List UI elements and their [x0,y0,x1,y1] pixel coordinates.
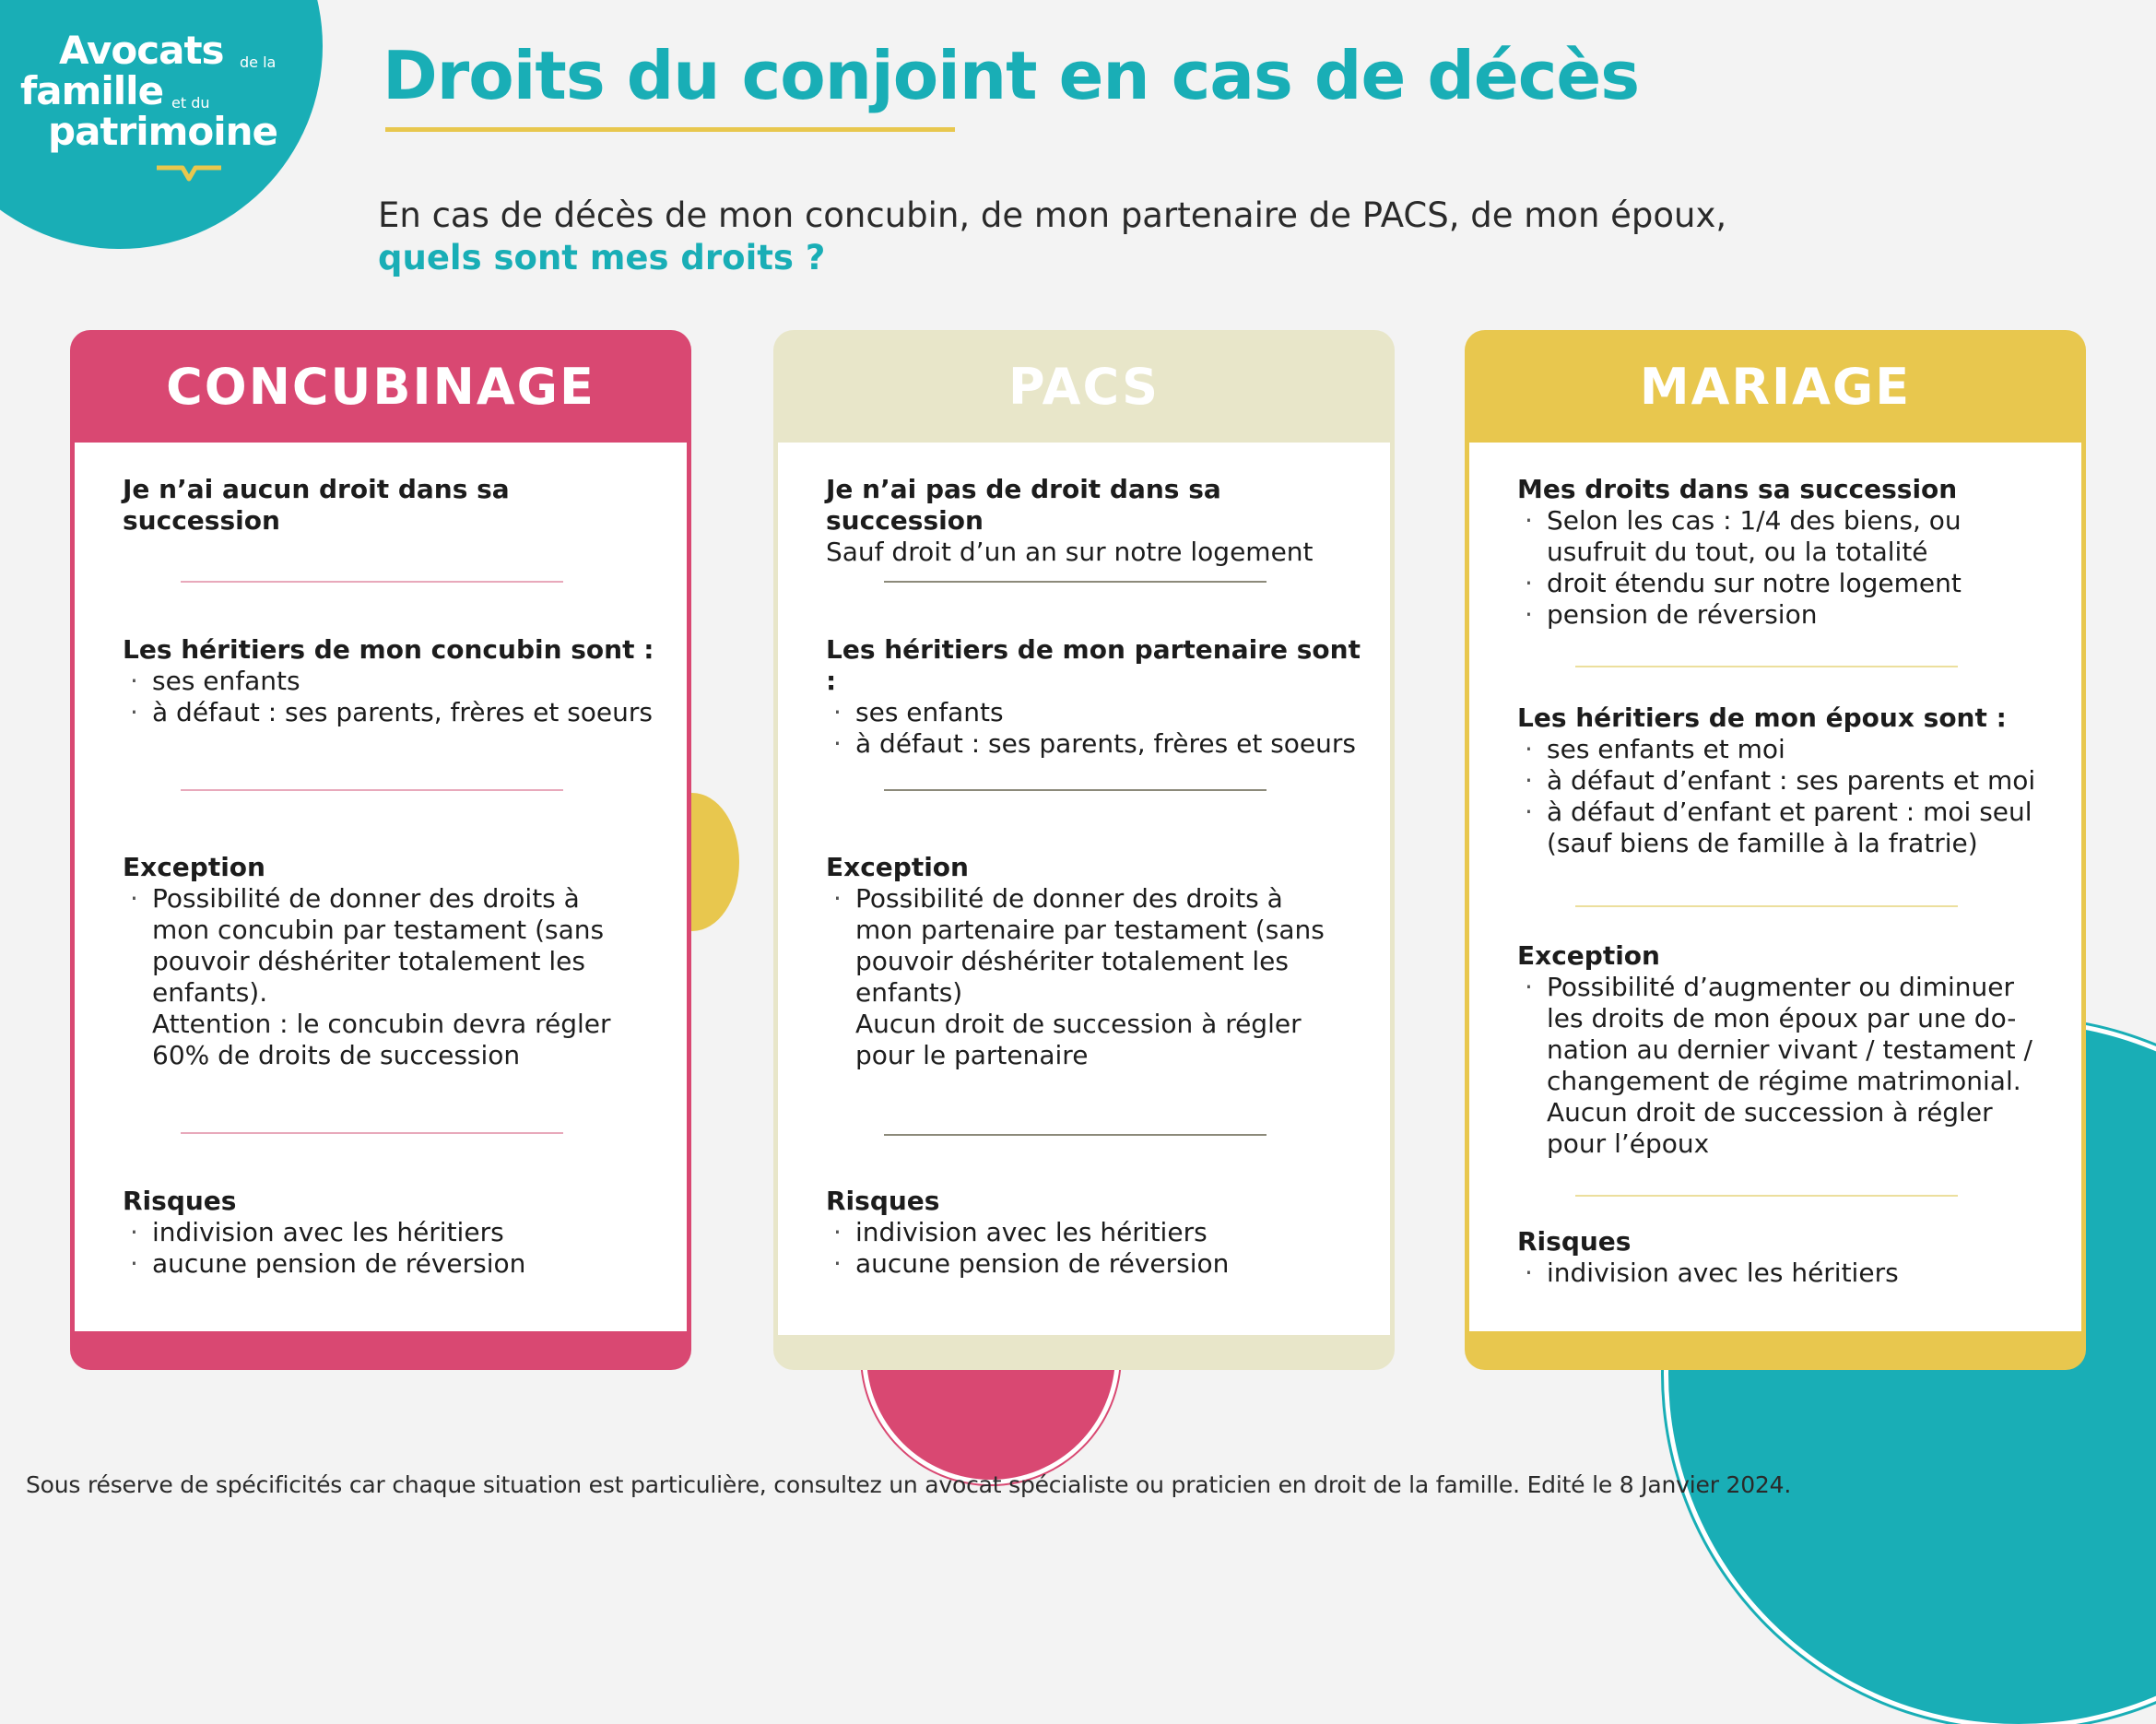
text-line: nation au dernier vivant / testament / [1547,1034,2032,1065]
logo-word-famille: famille [20,68,164,113]
text-line: pour l’époux [1547,1128,1710,1159]
section-succession [75,474,687,537]
logo-word-patrimoine: patrimoine [48,109,277,154]
section-title: Je n’ai pas de droit dans sa succession [826,474,1221,536]
list-item: · à défaut d’enfant : ses parents et moi [1517,765,2054,797]
section-title: Risques [123,1186,237,1216]
list-item: · Selon les cas : 1/4 des biens, ou [1517,505,2054,537]
divider [884,581,1267,583]
list-item: · ses enfants et moi [1517,734,2054,765]
section-heirs [75,634,687,728]
text-line: pouvoir déshériter totalement les [855,946,1289,976]
card-concubinage [70,330,691,1370]
text-line: pouvoir déshériter totalement les [152,946,585,976]
logo-word-et-du: et du [171,94,210,112]
list-item: · Possibilité d’augmenter ou diminuer [1517,972,2054,1003]
text-line: changement de régime matrimonial. [1547,1066,2021,1096]
logo-word-avocats: Avocats [59,28,224,73]
section-succession [1469,474,2081,631]
card-body [778,443,1390,1335]
section-title: Les héritiers de mon partenaire sont : [826,634,1361,696]
card-title: MARIAGE [1639,357,1912,416]
list-item: · à défaut : ses parents, frères et soeurs [123,697,659,728]
section-title: Je n’ai aucun droit dans sa succession [123,474,510,536]
title-underline [385,127,955,132]
intro-text: En cas de décès de mon concubin, de mon partenaire de PACS, de mon époux, [378,195,1727,235]
logo-word-de-la: de la [240,53,277,71]
divider [181,789,563,791]
card-mariage [1465,330,2086,1370]
page-title: Droits du conjoint en cas de décès [383,37,1640,114]
section-text: Sauf droit d’un an sur notre logement [826,537,1314,567]
list-item: · à défaut : ses parents, frères et soeurs [826,728,1362,760]
section-title: Exception [826,852,969,882]
text-line: usufruit du tout, ou la totalité [1547,537,1928,567]
section-succession [778,474,1390,568]
card-title: PACS [1008,357,1160,416]
list-item: · indivision avec les héritiers [1517,1258,2054,1289]
card-title: CONCUBINAGE [166,357,595,416]
text-line: enfants). [152,977,268,1008]
divider [1575,666,1958,667]
card-body [75,443,687,1331]
section-title: Les héritiers de mon époux sont : [1517,703,2007,733]
section-risks [778,1186,1390,1280]
list-item: · aucune pension de réversion [826,1248,1362,1280]
section-exception [778,852,1390,1071]
list-item: · Possibilité de donner des droits à [123,883,659,915]
list-item: · indivision avec les héritiers [123,1217,659,1248]
logo-check-mark-icon [157,164,221,184]
divider [1575,1195,1958,1197]
text-line: mon partenaire par testament (sans [855,915,1325,945]
text-line: Aucun droit de succession à régler [855,1009,1302,1039]
section-risks [75,1186,687,1280]
section-title: Risques [826,1186,940,1216]
text-line: Aucun droit de succession à régler [1547,1097,1993,1128]
list-item: · aucune pension de réversion [123,1248,659,1280]
text-line: pour le partenaire [855,1040,1089,1070]
list-item: · indivision avec les héritiers [826,1217,1362,1248]
list-item: · droit étendu sur notre logement [1517,568,2054,599]
section-title: Exception [1517,940,1660,971]
text-line: (sauf biens de famille à la fratrie) [1547,828,1978,858]
text-line: 60% de droits de succession [152,1040,521,1070]
card-pacs [773,330,1395,1370]
text-line: les droits de mon époux par une do- [1547,1003,2017,1033]
divider [1575,905,1958,907]
list-item: · à défaut d’enfant et parent : moi seul [1517,797,2054,828]
section-exception [75,852,687,1071]
section-title: Les héritiers de mon concubin sont : [123,634,654,665]
section-heirs [778,634,1390,760]
card-body [1469,443,2081,1331]
text-line: Attention : le concubin devra régler [152,1009,611,1039]
footer-disclaimer: Sous réserve de spécificités car chaque situation est particulière, consultez un avocat spécialiste ou praticien en droit de la famille. Edité le 8 Janvier 2024. [26,1471,1792,1498]
list-item: · Possibilité de donner des droits à [826,883,1362,915]
divider [884,789,1267,791]
text-line: mon concubin par testament (sans [152,915,605,945]
divider [884,1134,1267,1136]
intro-question: quels sont mes droits ? [378,238,826,277]
divider [181,1132,563,1134]
list-item: · ses enfants [123,666,659,697]
section-title: Risques [1517,1226,1632,1257]
section-heirs [1469,703,2081,859]
section-exception [1469,940,2081,1160]
divider [181,581,563,583]
list-item: · ses enfants [826,697,1362,728]
text-line: enfants) [855,977,963,1008]
section-title: Exception [123,852,265,882]
section-risks [1469,1226,2081,1289]
list-item: · pension de réversion [1517,599,2054,631]
section-title: Mes droits dans sa succession [1517,474,1958,504]
